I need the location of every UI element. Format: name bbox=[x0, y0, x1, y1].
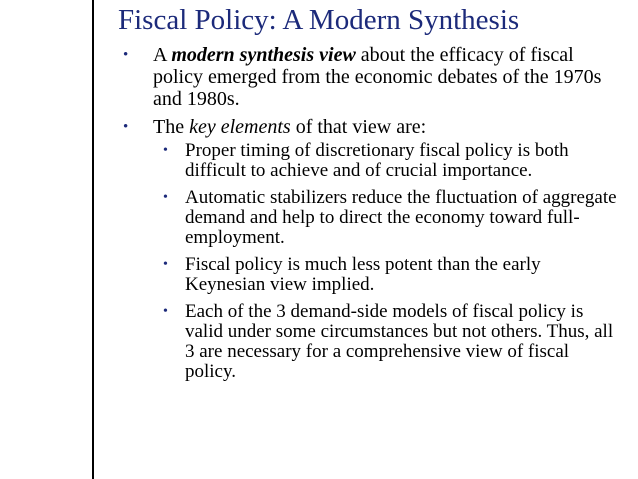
sub-bullet-text: Fiscal policy is much less potent than the early Keynesian view implied. bbox=[185, 254, 541, 295]
bullet-text-prefix: A bbox=[153, 44, 172, 66]
bullet-dot-icon: • bbox=[163, 304, 168, 319]
sub-bullet-text: Proper timing of discretionary fiscal policy is both difficult to achieve and of crucial importance. bbox=[185, 140, 569, 181]
bullet-dot-icon: • bbox=[163, 257, 168, 272]
bullet-item bbox=[121, 44, 621, 110]
bullet-text-emphasis: key elements bbox=[189, 116, 291, 138]
bullet-dot-icon: • bbox=[163, 190, 168, 205]
sub-bullet-item bbox=[151, 188, 621, 248]
bullet-dot-icon: • bbox=[163, 143, 168, 158]
bullet-dot-icon: • bbox=[123, 47, 129, 63]
bullet-text-emphasis: modern synthesis view bbox=[171, 44, 356, 66]
bullet-text-prefix: The bbox=[153, 116, 190, 138]
sub-bullet-item bbox=[151, 141, 621, 181]
bullet-item bbox=[121, 116, 621, 382]
bullet-dot-icon: • bbox=[123, 119, 129, 135]
sub-bullet-text: Automatic stabilizers reduce the fluctuation of aggregate demand and help to direct the economy toward full-employment. bbox=[185, 187, 617, 248]
left-vertical-rule bbox=[92, 0, 94, 479]
bullet-text-suffix: about the efficacy of fiscal policy emerged from the economic debates of the 1970s and 1980s. bbox=[153, 44, 602, 110]
sub-bullet-list bbox=[153, 141, 621, 382]
bullet-list bbox=[121, 44, 621, 389]
slide-title: Fiscal Policy: A Modern Synthesis bbox=[118, 4, 520, 36]
sub-bullet-text: Each of the 3 demand-side models of fiscal policy is valid under some circumstances but not others. Thus, all 3 are necessary for a comprehensive view of fiscal policy. bbox=[185, 301, 614, 382]
sub-bullet-item bbox=[151, 255, 621, 295]
bullet-text-suffix: of that view are: bbox=[290, 116, 427, 138]
sub-bullet-item bbox=[151, 302, 621, 382]
